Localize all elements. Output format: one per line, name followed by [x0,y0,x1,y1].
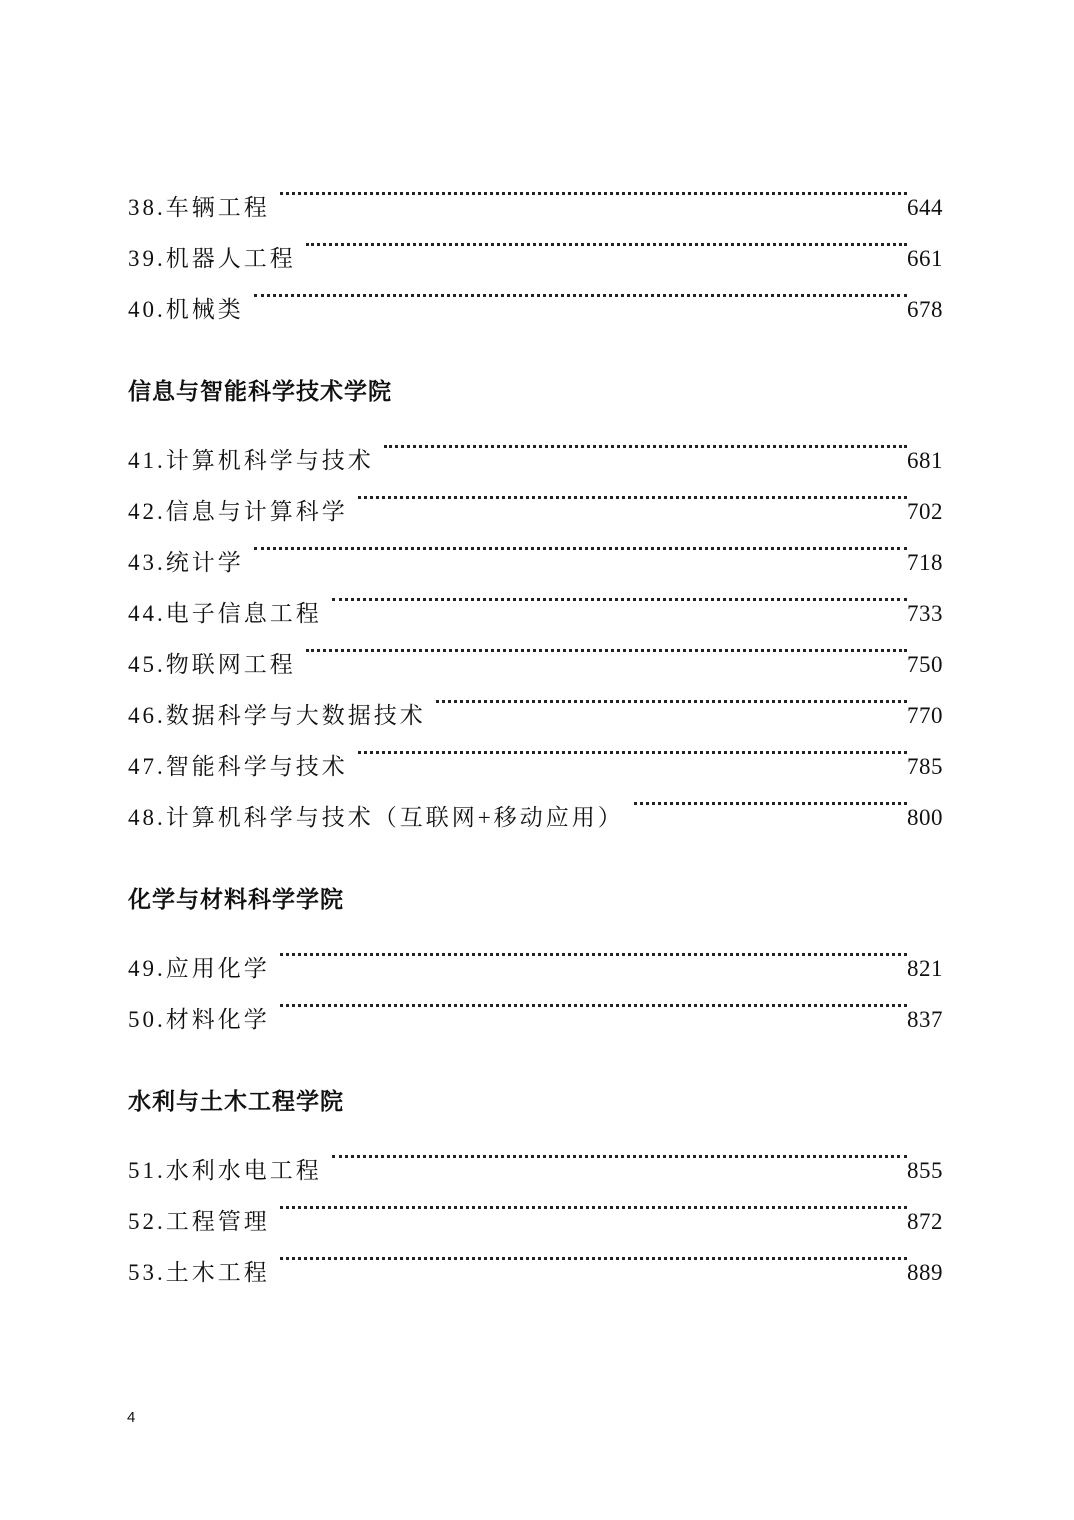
toc-group-information-intelligence [128,367,943,830]
toc-entry-label: 46.数据科学与大数据技术 [128,703,426,728]
table-of-contents [128,164,943,1285]
toc-entry-label: 39.机器人工程 [128,246,296,271]
toc-entry-label: 50.材料化学 [128,1007,270,1032]
toc-entry-page: 785 [907,754,943,779]
toc-section-heading: 水利与土木工程学院 [128,1089,344,1114]
toc-entry-label: 45.物联网工程 [128,652,296,677]
toc-entry-page: 718 [907,550,943,575]
toc-entry[interactable] [128,925,943,981]
toc-entry-page: 681 [907,448,943,473]
toc-entry-page: 661 [907,246,943,271]
toc-entry-label: 38.车辆工程 [128,195,270,220]
dot-leader [280,164,907,215]
toc-entry-page: 800 [907,805,943,830]
toc-entry-page: 872 [907,1209,943,1234]
toc-entry-page: 770 [907,703,943,728]
toc-entry-page: 821 [907,956,943,981]
toc-entry[interactable] [128,1127,943,1183]
dot-leader [280,925,907,976]
toc-entry-label: 42.信息与计算科学 [128,499,348,524]
toc-entry-label: 41.计算机科学与技术 [128,448,374,473]
toc-entry-page: 837 [907,1007,943,1032]
toc-entry-label: 51.水利水电工程 [128,1158,322,1183]
toc-entry-page: 702 [907,499,943,524]
toc-entry-label: 44.电子信息工程 [128,601,322,626]
toc-section-heading: 化学与材料科学学院 [128,887,344,912]
toc-entry-page: 733 [907,601,943,626]
toc-entry[interactable] [128,417,943,473]
dot-leader [332,1127,907,1178]
dot-leader [384,417,907,468]
toc-entry-label: 49.应用化学 [128,956,270,981]
dot-leader [280,1229,907,1280]
toc-entry[interactable] [128,164,943,220]
toc-entry-page: 678 [907,297,943,322]
page-number: 4 [127,1409,136,1426]
toc-entry-page: 750 [907,652,943,677]
toc-entry-page: 644 [907,195,943,220]
toc-group-hydraulic-civil [128,1077,943,1285]
toc-section-heading: 信息与智能科学技术学院 [128,379,392,404]
toc-entry-label: 47.智能科学与技术 [128,754,348,779]
toc-group-chemistry-materials [128,875,943,1032]
dot-leader [634,774,907,825]
toc-group-mechanical [128,164,943,322]
toc-entry-label: 53.土木工程 [128,1260,270,1285]
dot-leader [280,1178,907,1229]
dot-leader [306,621,907,672]
toc-entry-label: 48.计算机科学与技术（互联网+移动应用） [128,805,624,830]
toc-entry-page: 889 [907,1260,943,1285]
dot-leader [358,468,907,519]
toc-entry-label: 43.统计学 [128,550,244,575]
toc-entry-label: 52.工程管理 [128,1209,270,1234]
dot-leader [332,570,907,621]
dot-leader [280,976,907,1027]
dot-leader [306,215,907,266]
dot-leader [436,672,907,723]
dot-leader [358,723,907,774]
toc-entry-label: 40.机械类 [128,297,244,322]
toc-entry-page: 855 [907,1158,943,1183]
dot-leader [254,519,907,570]
dot-leader [254,266,907,317]
